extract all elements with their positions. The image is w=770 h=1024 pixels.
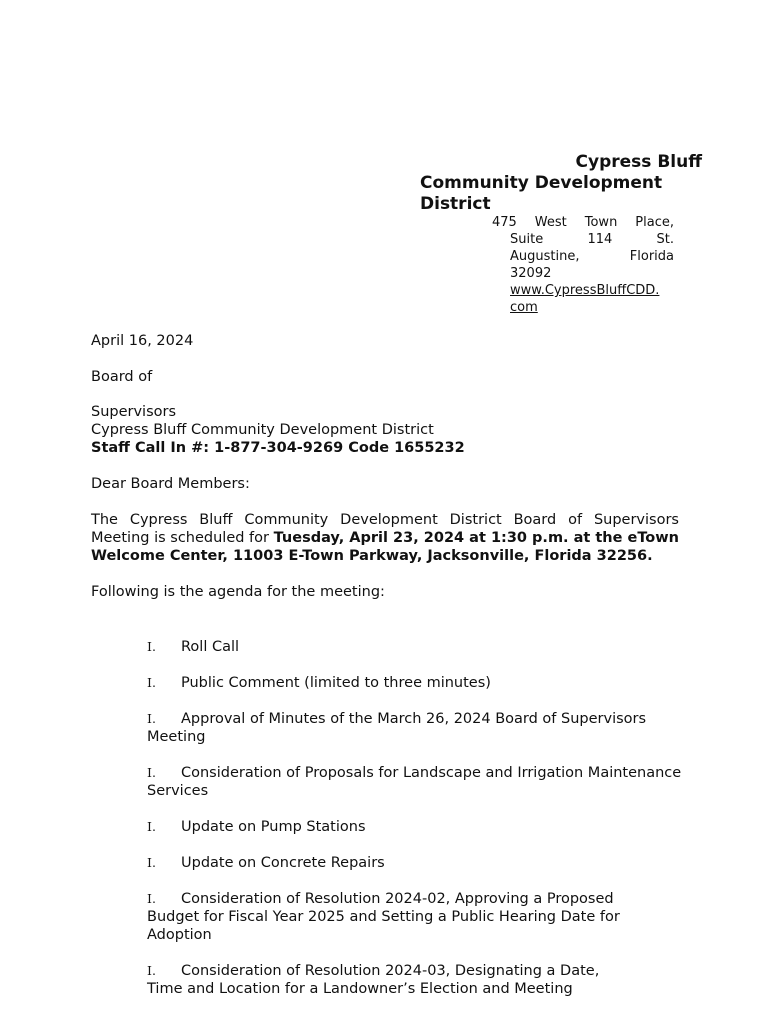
- recipient-line3: Cypress Bluff Community Development District: [91, 422, 434, 438]
- agenda-item-text: Consideration of Proposals for Landscape and Irrigation Maintenance: [181, 765, 682, 781]
- agenda-item-text: Public Comment (limited to three minutes): [181, 675, 491, 691]
- meeting-intro: The Cypress Bluff Community Development District Board of Supervisors Meeting is scheduled for: [91, 512, 679, 546]
- agenda-item-number: I.: [147, 855, 156, 870]
- recipient-line1: Board of: [91, 369, 153, 385]
- district-title-line1: Cypress Bluff: [575, 152, 702, 172]
- agenda-item-continuation: Adoption: [147, 927, 212, 943]
- salutation: Dear Board Members:: [91, 476, 250, 492]
- agenda-item-number: I.: [147, 675, 156, 690]
- letter-date: April 16, 2024: [91, 333, 194, 349]
- district-address: [492, 214, 674, 316]
- agenda-item: [147, 818, 707, 836]
- agenda-item: [147, 890, 707, 944]
- district-title-line2: Community Development: [420, 173, 663, 193]
- agenda-item-number: I.: [147, 891, 156, 906]
- agenda-item-text: Update on Concrete Repairs: [181, 855, 385, 871]
- agenda-item-continuation: Budget for Fiscal Year 2025 and Setting a Public Hearing Date for: [147, 909, 620, 925]
- agenda-item: [147, 854, 707, 872]
- agenda-item-number: I.: [147, 639, 156, 654]
- recipient-line2: Supervisors: [91, 404, 177, 420]
- staff-call-in: Staff Call In #: 1-877-304-9269 Code 1655232: [91, 440, 465, 456]
- agenda-item-number: I.: [147, 765, 156, 780]
- district-title-line3: District: [420, 194, 491, 214]
- agenda-item-continuation: Services: [147, 783, 209, 799]
- agenda-item-continuation: Meeting: [147, 729, 206, 745]
- address-line4: 32092: [510, 266, 552, 281]
- agenda-item-number: I.: [147, 963, 156, 978]
- agenda-item: [147, 710, 707, 746]
- website-link-line1[interactable]: www.CypressBluffCDD.: [510, 283, 660, 298]
- address-line2: Suite 114 St.: [510, 232, 674, 247]
- agenda-item-continuation: Time and Location for a Landowner’s Election and Meeting: [147, 981, 573, 997]
- agenda-item-text: Consideration of Resolution 2024-02, Approving a Proposed: [181, 891, 614, 907]
- district-title: [420, 152, 702, 215]
- agenda-item-number: I.: [147, 819, 156, 834]
- agenda-item-text: Roll Call: [181, 639, 240, 655]
- agenda-item-number: I.: [147, 711, 156, 726]
- address-line3: Augustine, Florida: [510, 249, 674, 264]
- agenda-item: [147, 962, 707, 998]
- address-line1: 475 West Town Place,: [492, 215, 674, 230]
- agenda-item: [147, 638, 707, 656]
- agenda-item-text: Approval of Minutes of the March 26, 2024 Board of Supervisors: [181, 711, 647, 727]
- agenda-intro: Following is the agenda for the meeting:: [91, 584, 385, 600]
- website-link[interactable]: [492, 282, 674, 316]
- agenda-item: [147, 674, 707, 692]
- meeting-date-location: Tuesday, April 23, 2024 at 1:30 p.m. at the eTown Welcome Center, 11003 E-Town Parkway, Jacksonville, Florida 32256.: [91, 530, 679, 564]
- website-link-line2[interactable]: com: [510, 300, 538, 315]
- agenda-item: [147, 764, 707, 800]
- agenda-item-text: Consideration of Resolution 2024-03, Designating a Date,: [181, 963, 600, 979]
- meeting-paragraph: [91, 511, 679, 565]
- agenda-item-text: Update on Pump Stations: [181, 819, 366, 835]
